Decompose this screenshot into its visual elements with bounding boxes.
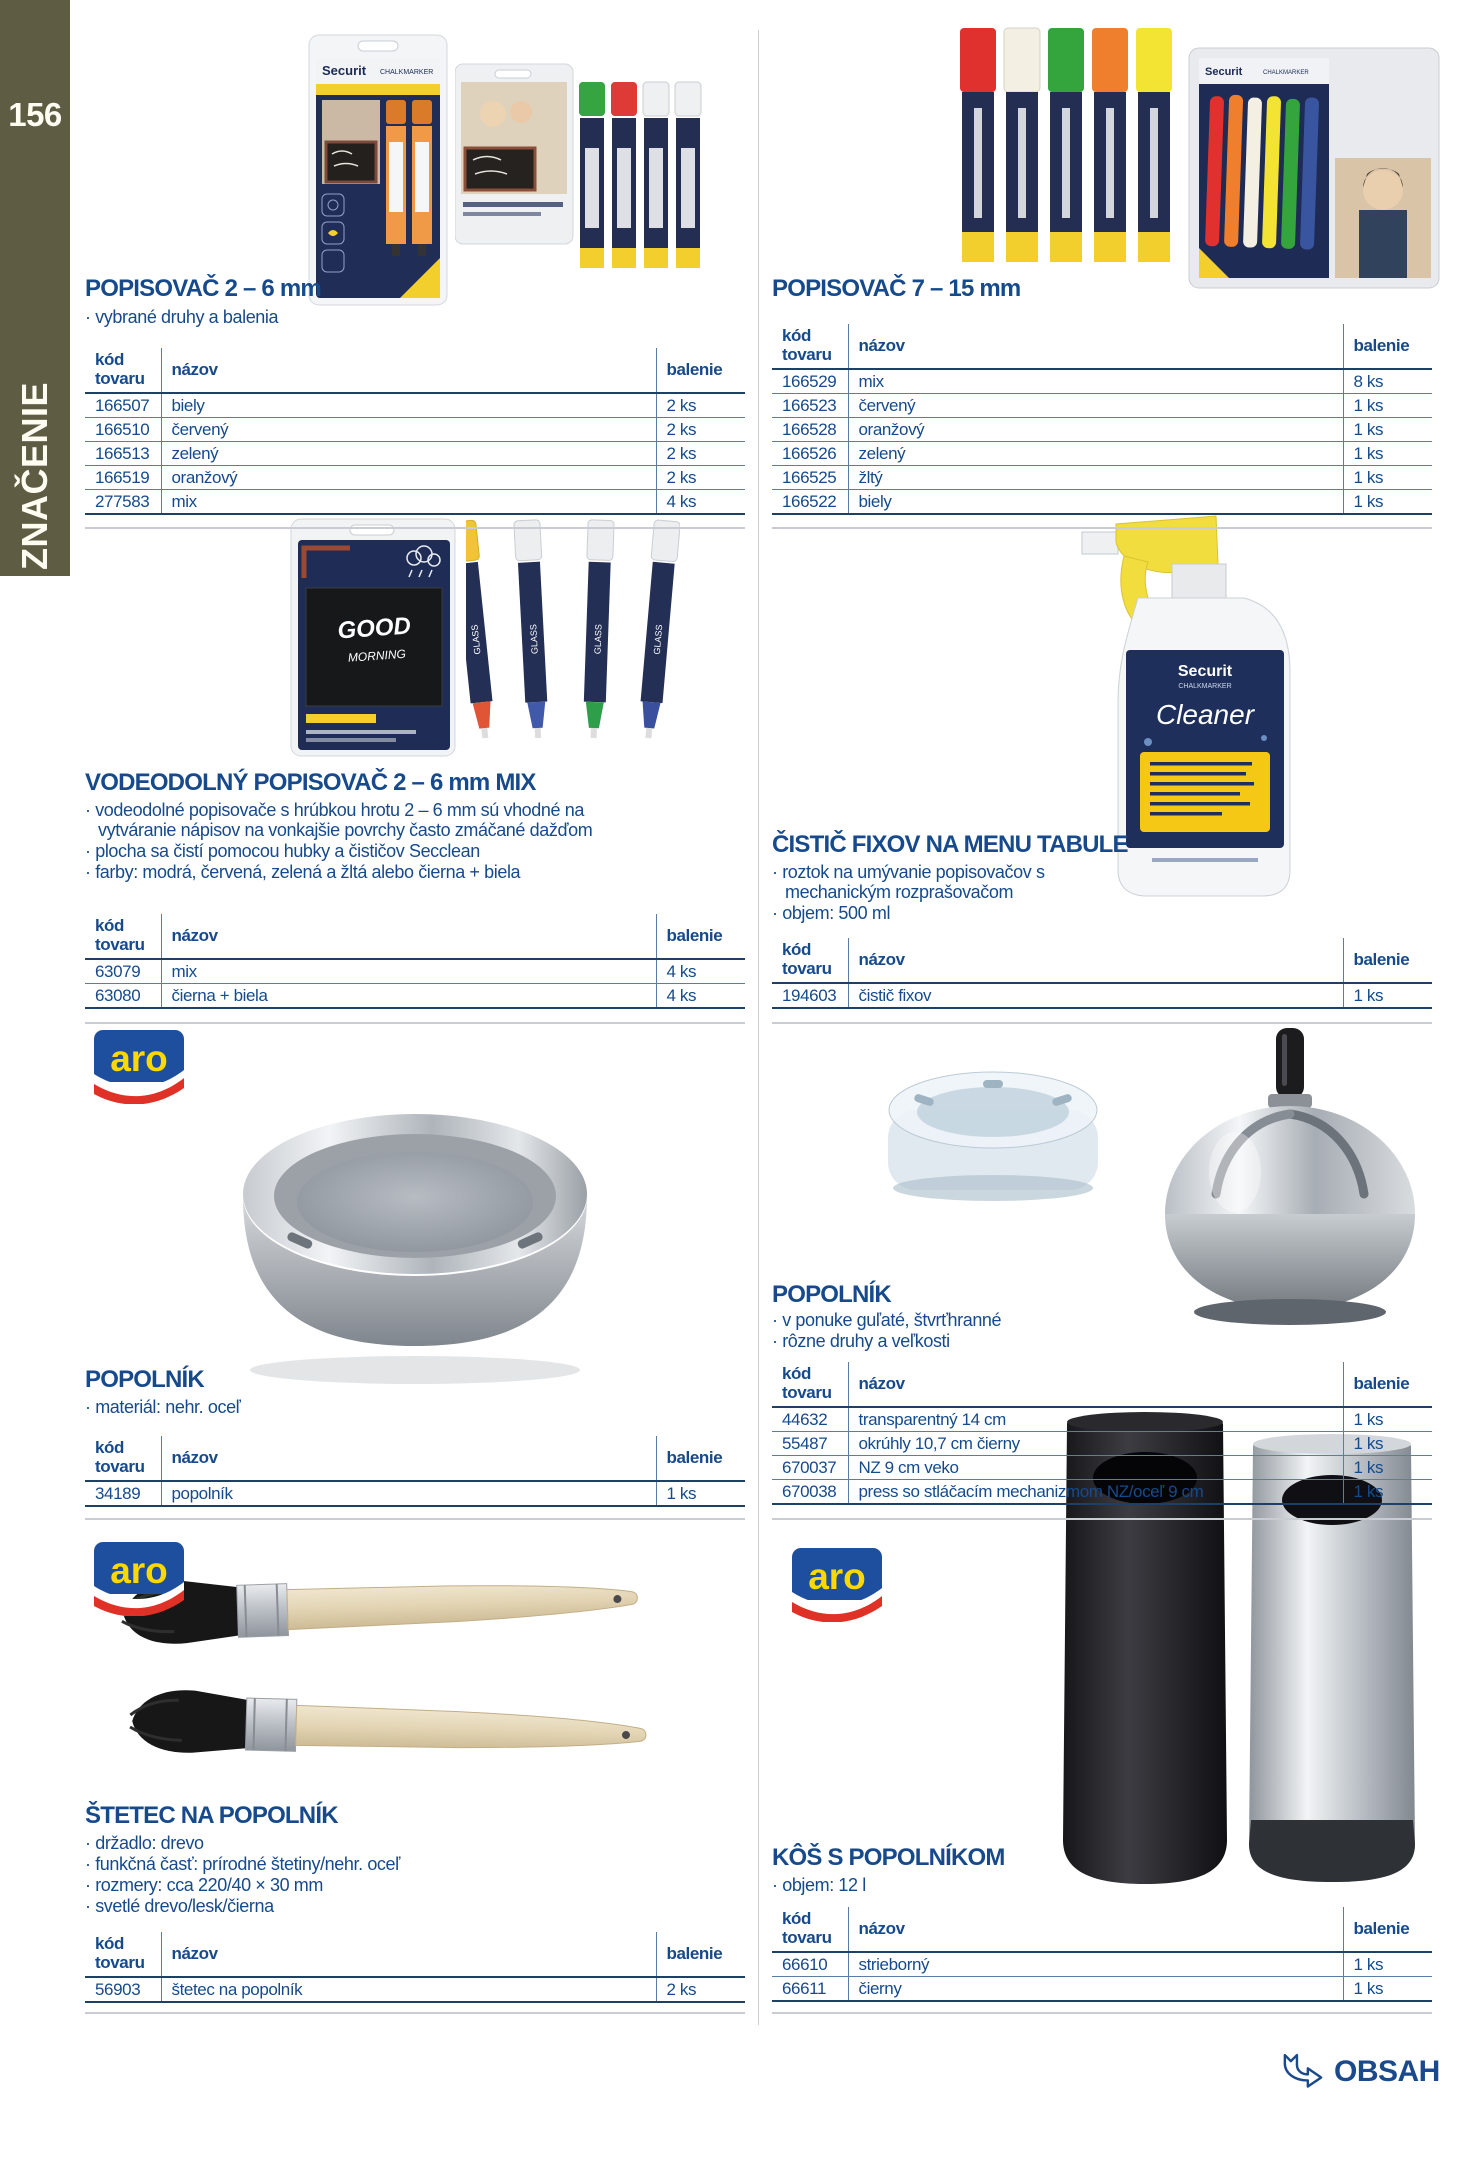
- cell-name: NZ 9 cm veko: [848, 1456, 1343, 1480]
- section-bullets: · objem: 12 l: [772, 1875, 1172, 1896]
- column-header-pack: balenie: [1343, 1362, 1432, 1407]
- table-row: [772, 466, 1432, 490]
- table-popisovac-7-15: [772, 324, 1432, 515]
- aro-logo: [790, 1546, 884, 1622]
- product-image-marker-box: [1185, 38, 1443, 300]
- cell-code: 63080: [85, 984, 161, 1009]
- section-separator: [772, 2012, 1432, 2014]
- cell-name: štetec na popolník: [161, 1977, 656, 2002]
- section-separator: [85, 527, 745, 529]
- svg-text:CHALKMARKER: CHALKMARKER: [1263, 70, 1309, 76]
- obsah-link[interactable]: [1280, 2050, 1440, 2094]
- column-header-code: kód tovaru: [85, 1436, 161, 1481]
- cell-name: okrúhly 10,7 cm čierny: [848, 1432, 1343, 1456]
- cell-code: 166522: [772, 490, 848, 515]
- cell-name: mix: [161, 490, 656, 515]
- cell-code: 166525: [772, 466, 848, 490]
- cell-pack: 1 ks: [1343, 1480, 1432, 1505]
- product-image-steel-ashtray: [235, 1078, 595, 1390]
- table-row: [772, 490, 1432, 515]
- cell-pack: 2 ks: [656, 442, 745, 466]
- section-bullets: · v ponuke guľaté, štvrťhranné · rôzne druhy a veľkosti: [772, 1310, 1172, 1352]
- column-header-pack: balenie: [1343, 938, 1432, 983]
- section-title-popolnik-right: POPOLNÍK: [772, 1281, 891, 1308]
- cell-pack: 1 ks: [1343, 1977, 1432, 2002]
- table-cistic: [772, 938, 1432, 1009]
- column-header-pack: balenie: [656, 1436, 745, 1481]
- svg-text:CHALKMARKER: CHALKMARKER: [1178, 683, 1232, 690]
- cell-code: 166513: [85, 442, 161, 466]
- table-row: [85, 393, 745, 418]
- table-row: [772, 1480, 1432, 1505]
- cell-pack: 1 ks: [1343, 1432, 1432, 1456]
- obsah-arrow-icon: [1280, 2050, 1326, 2094]
- cell-code: 55487: [772, 1432, 848, 1456]
- column-header-pack: balenie: [1343, 1907, 1432, 1952]
- cell-code: 66611: [772, 1977, 848, 2002]
- cell-pack: 1 ks: [1343, 394, 1432, 418]
- section-separator: [85, 2012, 745, 2014]
- cell-name: strieborný: [848, 1952, 1343, 1977]
- cell-pack: 4 ks: [656, 959, 745, 984]
- cell-name: oranžový: [848, 418, 1343, 442]
- column-header-code: kód tovaru: [772, 1362, 848, 1407]
- product-image-chalkmarker-pack: [455, 52, 703, 304]
- column-header-code: kód tovaru: [772, 1907, 848, 1952]
- product-image-glass-markers: [466, 514, 680, 764]
- table-row: [85, 418, 745, 442]
- table-row: [772, 442, 1432, 466]
- cell-code: 56903: [85, 1977, 161, 2002]
- aro-logo: [92, 1540, 186, 1616]
- product-image-glass-ashtray: [868, 1048, 1118, 1214]
- cell-pack: 1 ks: [1343, 1407, 1432, 1432]
- column-header-code: kód tovaru: [772, 324, 848, 369]
- cell-pack: 1 ks: [1343, 490, 1432, 515]
- page-number: 156: [8, 96, 62, 133]
- section-separator: [85, 1518, 745, 1520]
- column-header-code: kód tovaru: [85, 1932, 161, 1977]
- obsah-label: OBSAH: [1334, 2055, 1440, 2088]
- svg-text:GLASS: GLASS: [592, 623, 604, 655]
- column-header-pack: balenie: [656, 1932, 745, 1977]
- table-row: [772, 1407, 1432, 1432]
- section-separator: [772, 527, 1432, 529]
- cell-pack: 1 ks: [1343, 466, 1432, 490]
- table-kos: [772, 1907, 1432, 2002]
- svg-text:GLASS: GLASS: [469, 624, 483, 655]
- product-image-press-ashtray: [1140, 1022, 1440, 1340]
- cell-code: 166519: [85, 466, 161, 490]
- cell-code: 166523: [772, 394, 848, 418]
- cell-name: oranžový: [161, 466, 656, 490]
- cell-code: 277583: [85, 490, 161, 515]
- column-header-name: názov: [161, 914, 656, 959]
- svg-text:CHALKMARKER: CHALKMARKER: [380, 69, 434, 76]
- section-bullets: · roztok na umývanie popisovačov s mechanickým rozprašovačom · objem: 500 ml: [772, 862, 1052, 924]
- section-bullets: · vybrané druhy a balenia: [85, 307, 705, 328]
- cell-code: 166528: [772, 418, 848, 442]
- table-row: [85, 1481, 745, 1506]
- table-row: [85, 466, 745, 490]
- section-separator: [772, 1518, 1432, 1520]
- cell-name: transparentný 14 cm: [848, 1407, 1343, 1432]
- section-bullets: · držadlo: drevo · funkčná časť: prírodné štetiny/nehr. oceľ · rozmery: cca 220/40 × 30 mm · svetlé drevo/lesk/čierna: [85, 1833, 585, 1917]
- table-row: [772, 1977, 1432, 2002]
- cell-name: čierna + biela: [161, 984, 656, 1009]
- cell-code: 166529: [772, 369, 848, 394]
- column-header-name: názov: [848, 324, 1343, 369]
- category-sidebar: [0, 0, 70, 576]
- cell-code: 194603: [772, 983, 848, 1008]
- product-image-ashtray-brushes: [120, 1560, 665, 1792]
- cell-pack: 1 ks: [656, 1481, 745, 1506]
- cell-name: biely: [161, 393, 656, 418]
- column-header-name: názov: [161, 1932, 656, 1977]
- table-row: [772, 394, 1432, 418]
- cell-name: popolník: [161, 1481, 656, 1506]
- section-title-popisovac-7-15: POPISOVAČ 7 – 15 mm: [772, 275, 1021, 302]
- packaging-brand-text: Securit: [322, 63, 367, 78]
- column-header-name: názov: [848, 1907, 1343, 1952]
- table-row: [772, 1952, 1432, 1977]
- section-title-kos: KÔŠ S POPOLNÍKOM: [772, 1844, 1005, 1871]
- section-title-cistic: ČISTIČ FIXOV NA MENU TABULE: [772, 831, 1128, 858]
- product-image-chalkmarker-blister: [308, 34, 448, 306]
- cell-code: 670037: [772, 1456, 848, 1480]
- product-image-waterproof-blister: [290, 518, 458, 758]
- svg-text:aro: aro: [110, 1550, 168, 1591]
- table-popisovac-2-6: [85, 348, 745, 515]
- cell-code: 166507: [85, 393, 161, 418]
- column-header-name: názov: [848, 1362, 1343, 1407]
- svg-text:aro: aro: [110, 1038, 168, 1079]
- column-header-name: názov: [848, 938, 1343, 983]
- cell-code: 66610: [772, 1952, 848, 1977]
- section-bullets: · vodeodolné popisovače s hrúbkou hrotu 2 – 6 mm sú vhodné na vytváranie nápisov na vonkajšie povrchy často zmáčané dažďom · plocha sa čistí pomocou hubky a čističov Secclean · farby: modrá, červená, zelená a žltá alebo čierna + biela: [85, 800, 645, 883]
- table-popolnik-right: [772, 1362, 1432, 1505]
- section-bullets: · materiál: nehr. oceľ: [85, 1397, 485, 1418]
- cell-code: 63079: [85, 959, 161, 984]
- cell-name: čierny: [848, 1977, 1343, 2002]
- cell-pack: 1 ks: [1343, 983, 1432, 1008]
- column-header-pack: balenie: [1343, 324, 1432, 369]
- section-separator: [85, 1022, 745, 1024]
- column-divider: [758, 30, 759, 2025]
- cell-pack: 4 ks: [656, 984, 745, 1009]
- cell-pack: 1 ks: [1343, 418, 1432, 442]
- cell-name: biely: [848, 490, 1343, 515]
- category-label: ZNAČENIE: [14, 381, 55, 570]
- section-title-vodeodolny: VODEODOLNÝ POPISOVAČ 2 – 6 mm MIX: [85, 769, 536, 796]
- cell-name: mix: [848, 369, 1343, 394]
- svg-text:Securit: Securit: [1205, 66, 1243, 78]
- column-header-name: názov: [161, 1436, 656, 1481]
- column-header-code: kód tovaru: [772, 938, 848, 983]
- cell-name: žltý: [848, 466, 1343, 490]
- aro-logo: [92, 1028, 186, 1104]
- table-row: [85, 490, 745, 515]
- section-title-popolnik-left: POPOLNÍK: [85, 1366, 204, 1393]
- table-row: [772, 418, 1432, 442]
- column-header-code: kód tovaru: [85, 914, 161, 959]
- table-vodeodolny: [85, 914, 745, 1009]
- cell-pack: 2 ks: [656, 418, 745, 442]
- svg-text:MORNING: MORNING: [347, 646, 407, 665]
- cell-pack: 2 ks: [656, 466, 745, 490]
- cell-name: červený: [848, 394, 1343, 418]
- cell-name: červený: [161, 418, 656, 442]
- table-row: [85, 984, 745, 1009]
- cell-name: zelený: [161, 442, 656, 466]
- cell-pack: 2 ks: [656, 1977, 745, 2002]
- cell-code: 166510: [85, 418, 161, 442]
- column-header-pack: balenie: [656, 348, 745, 393]
- svg-text:GLASS: GLASS: [528, 623, 540, 655]
- cell-code: 44632: [772, 1407, 848, 1432]
- table-row: [772, 1456, 1432, 1480]
- cell-pack: 1 ks: [1343, 442, 1432, 466]
- table-row: [772, 983, 1432, 1008]
- cell-pack: 4 ks: [656, 490, 745, 515]
- svg-text:aro: aro: [808, 1556, 866, 1597]
- cell-code: 670038: [772, 1480, 848, 1505]
- cell-name: press so stláčacím mechanizmom NZ/oceľ 9 cm: [848, 1480, 1343, 1505]
- cell-pack: 2 ks: [656, 393, 745, 418]
- section-title-stetec: ŠTETEC NA POPOLNÍK: [85, 1802, 338, 1829]
- table-popolnik-left: [85, 1436, 745, 1507]
- table-row: [772, 1432, 1432, 1456]
- cell-pack: 1 ks: [1343, 1952, 1432, 1977]
- table-row: [85, 442, 745, 466]
- section-separator: [772, 1022, 1432, 1024]
- cell-pack: 8 ks: [1343, 369, 1432, 394]
- table-stetec: [85, 1932, 745, 2003]
- section-title-popisovac-2-6: POPISOVAČ 2 – 6 mm: [85, 275, 321, 302]
- cell-pack: 1 ks: [1343, 1456, 1432, 1480]
- cell-name: zelený: [848, 442, 1343, 466]
- column-header-name: názov: [161, 348, 656, 393]
- table-row: [772, 369, 1432, 394]
- svg-text:GOOD: GOOD: [336, 612, 412, 645]
- cell-name: mix: [161, 959, 656, 984]
- svg-text:Securit: Securit: [1177, 663, 1233, 680]
- table-row: [85, 959, 745, 984]
- cell-code: 166526: [772, 442, 848, 466]
- svg-text:GLASS: GLASS: [651, 624, 665, 655]
- column-header-pack: balenie: [656, 914, 745, 959]
- column-header-code: kód tovaru: [85, 348, 161, 393]
- table-row: [85, 1977, 745, 2002]
- cell-code: 34189: [85, 1481, 161, 1506]
- cell-name: čistič fixov: [848, 983, 1343, 1008]
- product-image-markers-7-15: [958, 24, 1178, 302]
- packaging-cleaner-text: Cleaner: [1155, 699, 1255, 730]
